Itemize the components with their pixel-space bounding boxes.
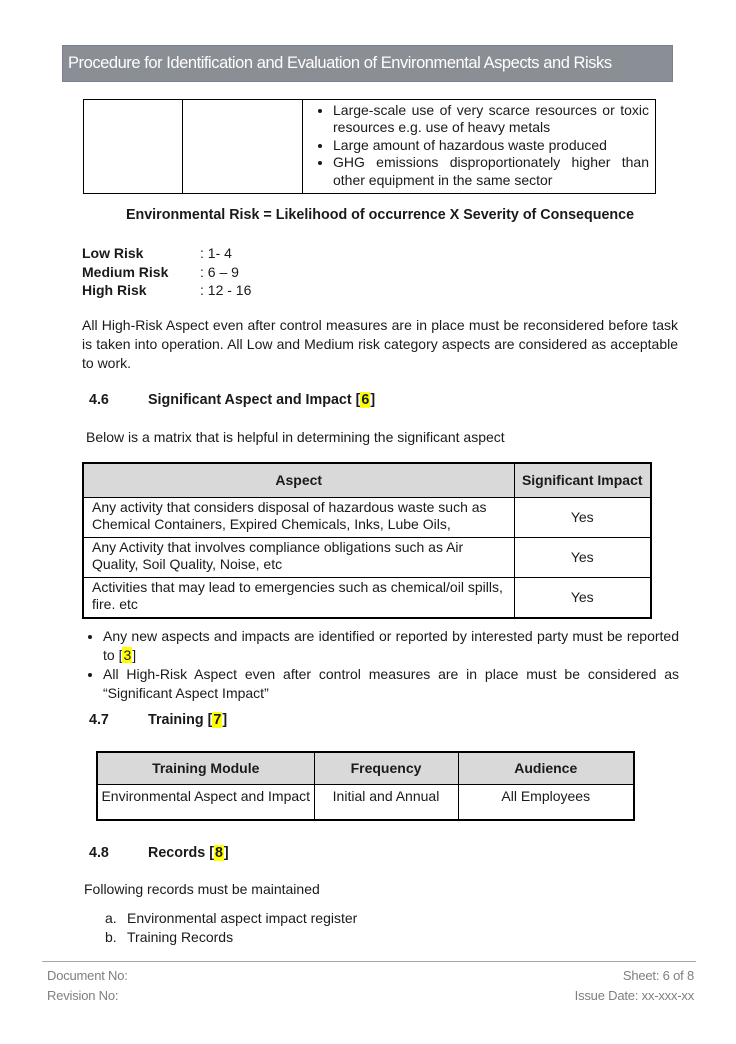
column-header-frequency: Frequency [314,752,458,784]
section-title [148,845,229,861]
risk-level-label: Low Risk [82,245,144,261]
bullet-item-reporting [103,627,679,664]
reference-highlight: 3 [123,646,132,663]
table-row [83,537,651,577]
record-text: Training Records [127,928,234,945]
table-row [83,497,651,537]
table-header-row [97,752,634,784]
matrix-intro-text: Below is a matrix that is helpful in determining the significant aspect [86,429,505,445]
significant-aspect-matrix-table [82,462,652,619]
risk-level-label: Medium Risk [82,263,169,280]
bullet-text: Any new aspects and impacts are identified or reported by interested party must be reported to [103,628,679,663]
sheet-number: Sheet: 6 of 8 [622,968,694,983]
section-heading-4-6 [89,392,375,408]
list-marker: a. [105,910,117,926]
section-title-text: Training [148,712,204,728]
document-title: Procedure for Identification and Evaluation of Environmental Aspects and Risks [68,54,612,72]
empty-cell [84,100,183,194]
section-heading-4-7 [89,712,227,728]
bracket-close: ] [222,712,228,728]
reference-highlight: 7 [213,712,222,728]
risk-level-label: High Risk [82,282,147,298]
risk-formula-heading: Environmental Risk = Likelihood of occurrence X Severity of Consequence [125,207,635,223]
issue-date: Issue Date: xx-xxx-xx [574,988,694,1003]
bullet-item-significant: • All High-Risk Aspect even after control measures are in place must be considered as “Significant Aspect Impact” [103,665,679,702]
section-title-text: Significant Aspect and Impact [148,392,352,408]
document-no-label: Document No: [47,968,128,983]
frequency-cell: Initial and Annual [314,784,458,820]
table-row [84,100,656,194]
column-header-significant-impact: Significant Impact [514,463,651,497]
records-list [105,909,505,946]
risk-level-list [82,244,442,300]
footer-divider [42,961,696,962]
aspect-cell: Any Activity that involves compliance obligations such as Air Quality, Soil Quality, Noise, etc [83,537,514,577]
section-title-text: Records [148,845,206,861]
aspect-criteria-table-fragment [83,99,656,194]
table-row [83,577,651,618]
aspect-cell: Any activity that considers disposal of hazardous waste such as Chemical Containers, Expired Chemicals, Inks, Lube Oils, [83,497,514,537]
reference-highlight: 6 [361,392,370,408]
revision-no-label: Revision No: [47,988,119,1003]
section-number: 4.8 [89,845,109,861]
footer-left-block [47,966,128,1006]
training-module-cell: Environmental Aspect and Impact [97,784,314,820]
footer-right-block [575,966,694,1006]
reference-highlight: 8 [214,845,223,861]
risk-level-medium [82,263,442,282]
risk-level-value: : 6 – 9 [200,263,239,280]
criteria-bullet: • GHG emissions disproportionately higher than other equipment in the same sector [333,154,649,189]
list-marker: b. [105,928,117,945]
bracket-close: ] [223,845,229,861]
section-title [148,712,227,728]
criteria-bullet-list [303,102,649,189]
record-item [105,928,505,947]
records-intro-text: Following records must be maintained [84,881,320,897]
impact-cell: Yes [514,537,651,577]
risk-level-high [82,281,442,300]
impact-cell: Yes [514,577,651,618]
bracket-open: [ [209,845,214,861]
risk-level-value: : 12 - 16 [200,282,252,298]
risk-level-value: : 1- 4 [200,245,232,261]
record-item [105,909,505,928]
high-risk-paragraph: All High-Risk Aspect even after control measures are in place must be reconsidered before task is taken into operation. All Low and Medium risk category aspects are considered as acceptable to work. [82,317,678,371]
empty-cell [183,100,303,194]
impact-cell: Yes [514,497,651,537]
audience-cell: All Employees [458,784,634,820]
document-title-banner [62,45,673,82]
column-header-audience: Audience [458,752,634,784]
bracket-open: [ [118,646,123,663]
bracket-open: [ [355,392,361,408]
post-matrix-bullet-list [82,627,679,703]
section-title [148,392,375,408]
bullet-list [82,627,679,702]
section-number: 4.7 [89,712,109,728]
bracket-close: ] [132,646,137,663]
section-number: 4.6 [89,392,109,408]
training-table [96,751,635,821]
aspect-cell: Activities that may lead to emergencies such as chemical/oil spills, fire. etc [83,577,514,618]
section-heading-4-8 [89,845,229,861]
risk-level-low [82,244,442,263]
criteria-bullets-cell [303,100,656,194]
bracket-open: [ [207,712,213,728]
bracket-close: ] [370,392,376,408]
criteria-bullet: • Large amount of hazardous waste produced [333,137,649,154]
column-header-aspect: Aspect [83,463,514,497]
column-header-training-module: Training Module [97,752,314,784]
table-header-row [83,463,651,497]
table-row [97,784,634,820]
criteria-bullet: • Large-scale use of very scarce resources or toxic resources e.g. use of heavy metals [333,102,649,137]
record-text: Environmental aspect impact register [127,910,358,926]
